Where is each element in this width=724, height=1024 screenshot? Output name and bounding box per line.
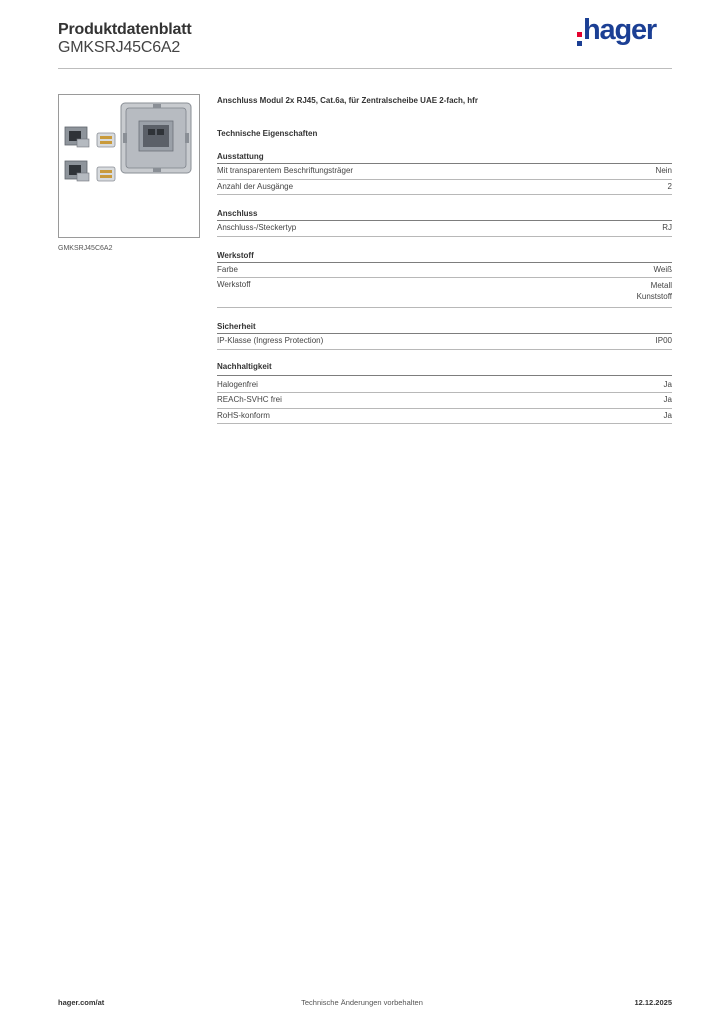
product-code: GMKSRJ45C6A2 [58, 39, 181, 56]
spec-row [217, 278, 672, 308]
product-image [58, 94, 200, 238]
logo-dots-icon [577, 32, 582, 46]
spec-row [217, 334, 672, 350]
footer-date: 12.12.2025 [634, 998, 672, 1007]
spec-group-nachhaltigkeit [217, 362, 672, 425]
spec-label: REACh-SVHC frei [217, 395, 282, 404]
section-title: Technische Eigenschaften [217, 129, 318, 138]
product-description: Anschluss Modul 2x RJ45, Cat.6a, für Zentralscheibe UAE 2-fach, hfr [217, 96, 478, 105]
spec-group-werkstoff [217, 251, 672, 309]
group-title: Ausstattung [217, 152, 672, 164]
spec-value: Kunststoff [636, 292, 672, 301]
spec-label: Halogenfrei [217, 379, 258, 389]
spec-value: Weiß [653, 264, 672, 274]
spec-label: Anschluss-/Steckertyp [217, 223, 297, 232]
spec-group-anschluss [217, 209, 672, 237]
logo-text: hager [583, 14, 656, 46]
spec-value: Nein [655, 166, 672, 175]
group-title: Sicherheit [217, 322, 672, 334]
spec-value: Ja [663, 395, 672, 404]
product-illustration [59, 95, 199, 237]
spec-row [217, 180, 672, 196]
header-divider [58, 68, 672, 69]
spec-value: RJ [662, 223, 672, 232]
spec-label: RoHS-konform [217, 410, 270, 420]
page-title: Produktdatenblatt [58, 21, 192, 38]
spec-row [217, 221, 672, 237]
spec-label: Werkstoff [217, 280, 251, 289]
spec-label: IP-Klasse (Ingress Protection) [217, 336, 324, 345]
spec-value: Ja [663, 379, 672, 389]
spec-row [217, 263, 672, 279]
group-title: Nachhaltigkeit [217, 362, 672, 376]
spec-content [217, 96, 672, 424]
footer-disclaimer: Technische Änderungen vorbehalten [301, 998, 423, 1007]
spec-row [217, 393, 672, 409]
spec-value: 2 [667, 181, 672, 191]
spec-label: Farbe [217, 264, 238, 274]
spec-row [217, 409, 672, 425]
spec-label: Mit transparentem Beschriftungsträger [217, 166, 354, 175]
spec-row [217, 164, 672, 180]
image-caption: GMKSRJ45C6A2 [58, 245, 113, 252]
spec-row [217, 376, 672, 394]
hager-logo [577, 14, 656, 47]
footer-website[interactable]: hager.com/at [58, 998, 105, 1007]
spec-value: Ja [663, 410, 672, 420]
spec-group-sicherheit [217, 322, 672, 350]
spec-value: Metall [650, 281, 672, 290]
spec-value-multi [637, 280, 672, 302]
spec-group-ausstattung [217, 152, 672, 195]
group-title: Anschluss [217, 209, 672, 221]
spec-label: Anzahl der Ausgänge [217, 181, 294, 191]
group-title: Werkstoff [217, 251, 672, 263]
spec-value: IP00 [655, 336, 672, 345]
